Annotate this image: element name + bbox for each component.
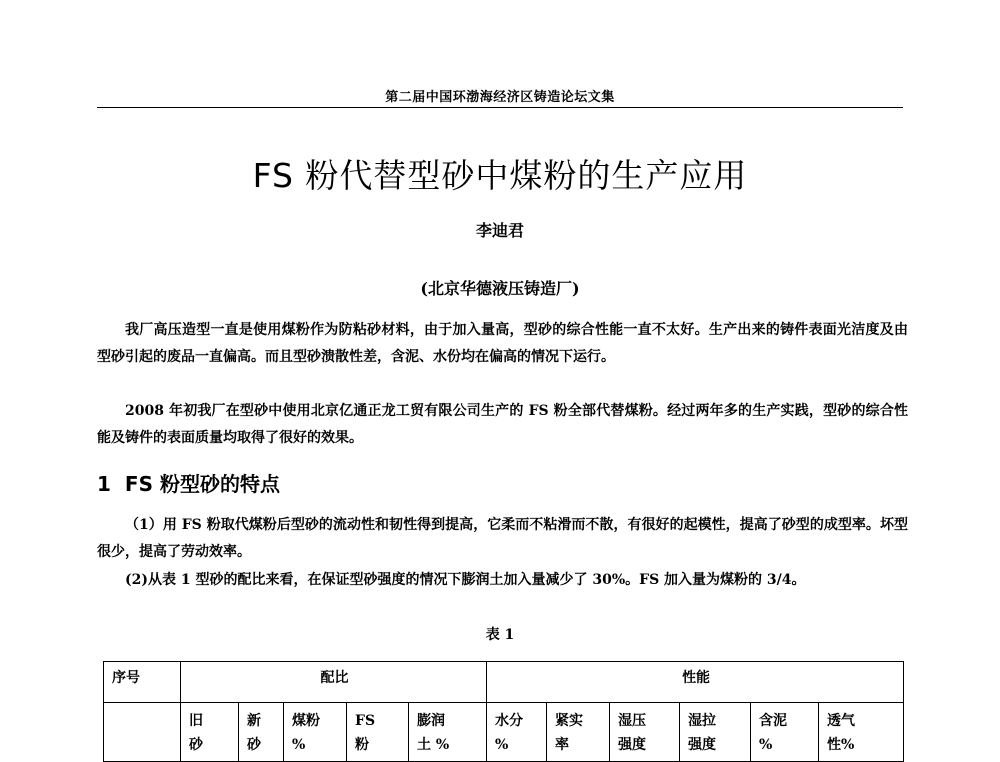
subheader-bentonite: 膨润 土 % — [409, 703, 487, 762]
subheader-compactability: 紧实 率 — [547, 703, 610, 762]
table-1 — [103, 661, 904, 762]
subheader-permeability: 透气 性% — [819, 703, 904, 762]
subheader-old-sand: 旧 砂 — [181, 703, 239, 762]
intro-paragraph-1: 我厂高压造型一直是使用煤粉作为防粘砂材料，由于加入量高，型砂的综合性能一直不太好。生产出来的铸件表面光洁度及由型砂引起的废品一直偏高。而且型砂溃散性差，含泥、水份均在偏高的情况下运行。 — [97, 322, 908, 365]
paper-title: FS 粉代替型砂中煤粉的生产应用 — [252, 156, 748, 195]
table-header-index: 序号 — [104, 662, 181, 703]
table-header-row — [104, 662, 904, 703]
section-paragraph-2: (2)从表 1 型砂的配比来看，在保证型砂强度的情况下膨润土加入量减少了 30%。FS 加入量为煤粉的 3/4。 — [125, 572, 806, 588]
table-group-header-ratio: 配比 — [181, 662, 487, 703]
subheader-wet-compression: 湿压 强度 — [610, 703, 680, 762]
subheader-clay-content: 含泥 % — [751, 703, 819, 762]
intro-paragraph-2: 2008 年初我厂在型砂中使用北京亿通正龙工贸有限公司生产的 FS 粉全部代替煤粉。经过两年多的生产实践，型砂的综合性能及铸件的表面质量均取得了很好的效果。 — [97, 403, 908, 446]
section-title: FS 粉型砂的特点 — [124, 472, 280, 496]
subheader-new-sand: 新 砂 — [239, 703, 284, 762]
subheader-coal-powder: 煤粉 % — [284, 703, 347, 762]
section-paragraph-1: （1）用 FS 粉取代煤粉后型砂的流动性和韧性得到提高，它柔而不粘滑而不散，有很好的起模性，提高了砂型的成型率。坏型很少，提高了劳动效率。 — [97, 517, 908, 560]
subheader-moisture: 水分 % — [487, 703, 547, 762]
section-number: 1 — [97, 472, 111, 496]
table-cell-empty — [104, 703, 181, 762]
running-header: 第二届中国环渤海经济区铸造论坛文集 — [385, 90, 615, 105]
table-subheader-row — [104, 703, 904, 762]
subheader-fs-powder: FS 粉 — [347, 703, 409, 762]
table-caption: 表 1 — [485, 627, 515, 643]
subheader-wet-tensile: 湿拉 强度 — [680, 703, 751, 762]
author-affiliation: (北京华德液压铸造厂) — [420, 279, 580, 298]
table-group-header-performance: 性能 — [487, 662, 904, 703]
header-rule — [97, 107, 903, 108]
section-heading — [97, 468, 280, 497]
author-name: 李迪君 — [475, 221, 524, 240]
